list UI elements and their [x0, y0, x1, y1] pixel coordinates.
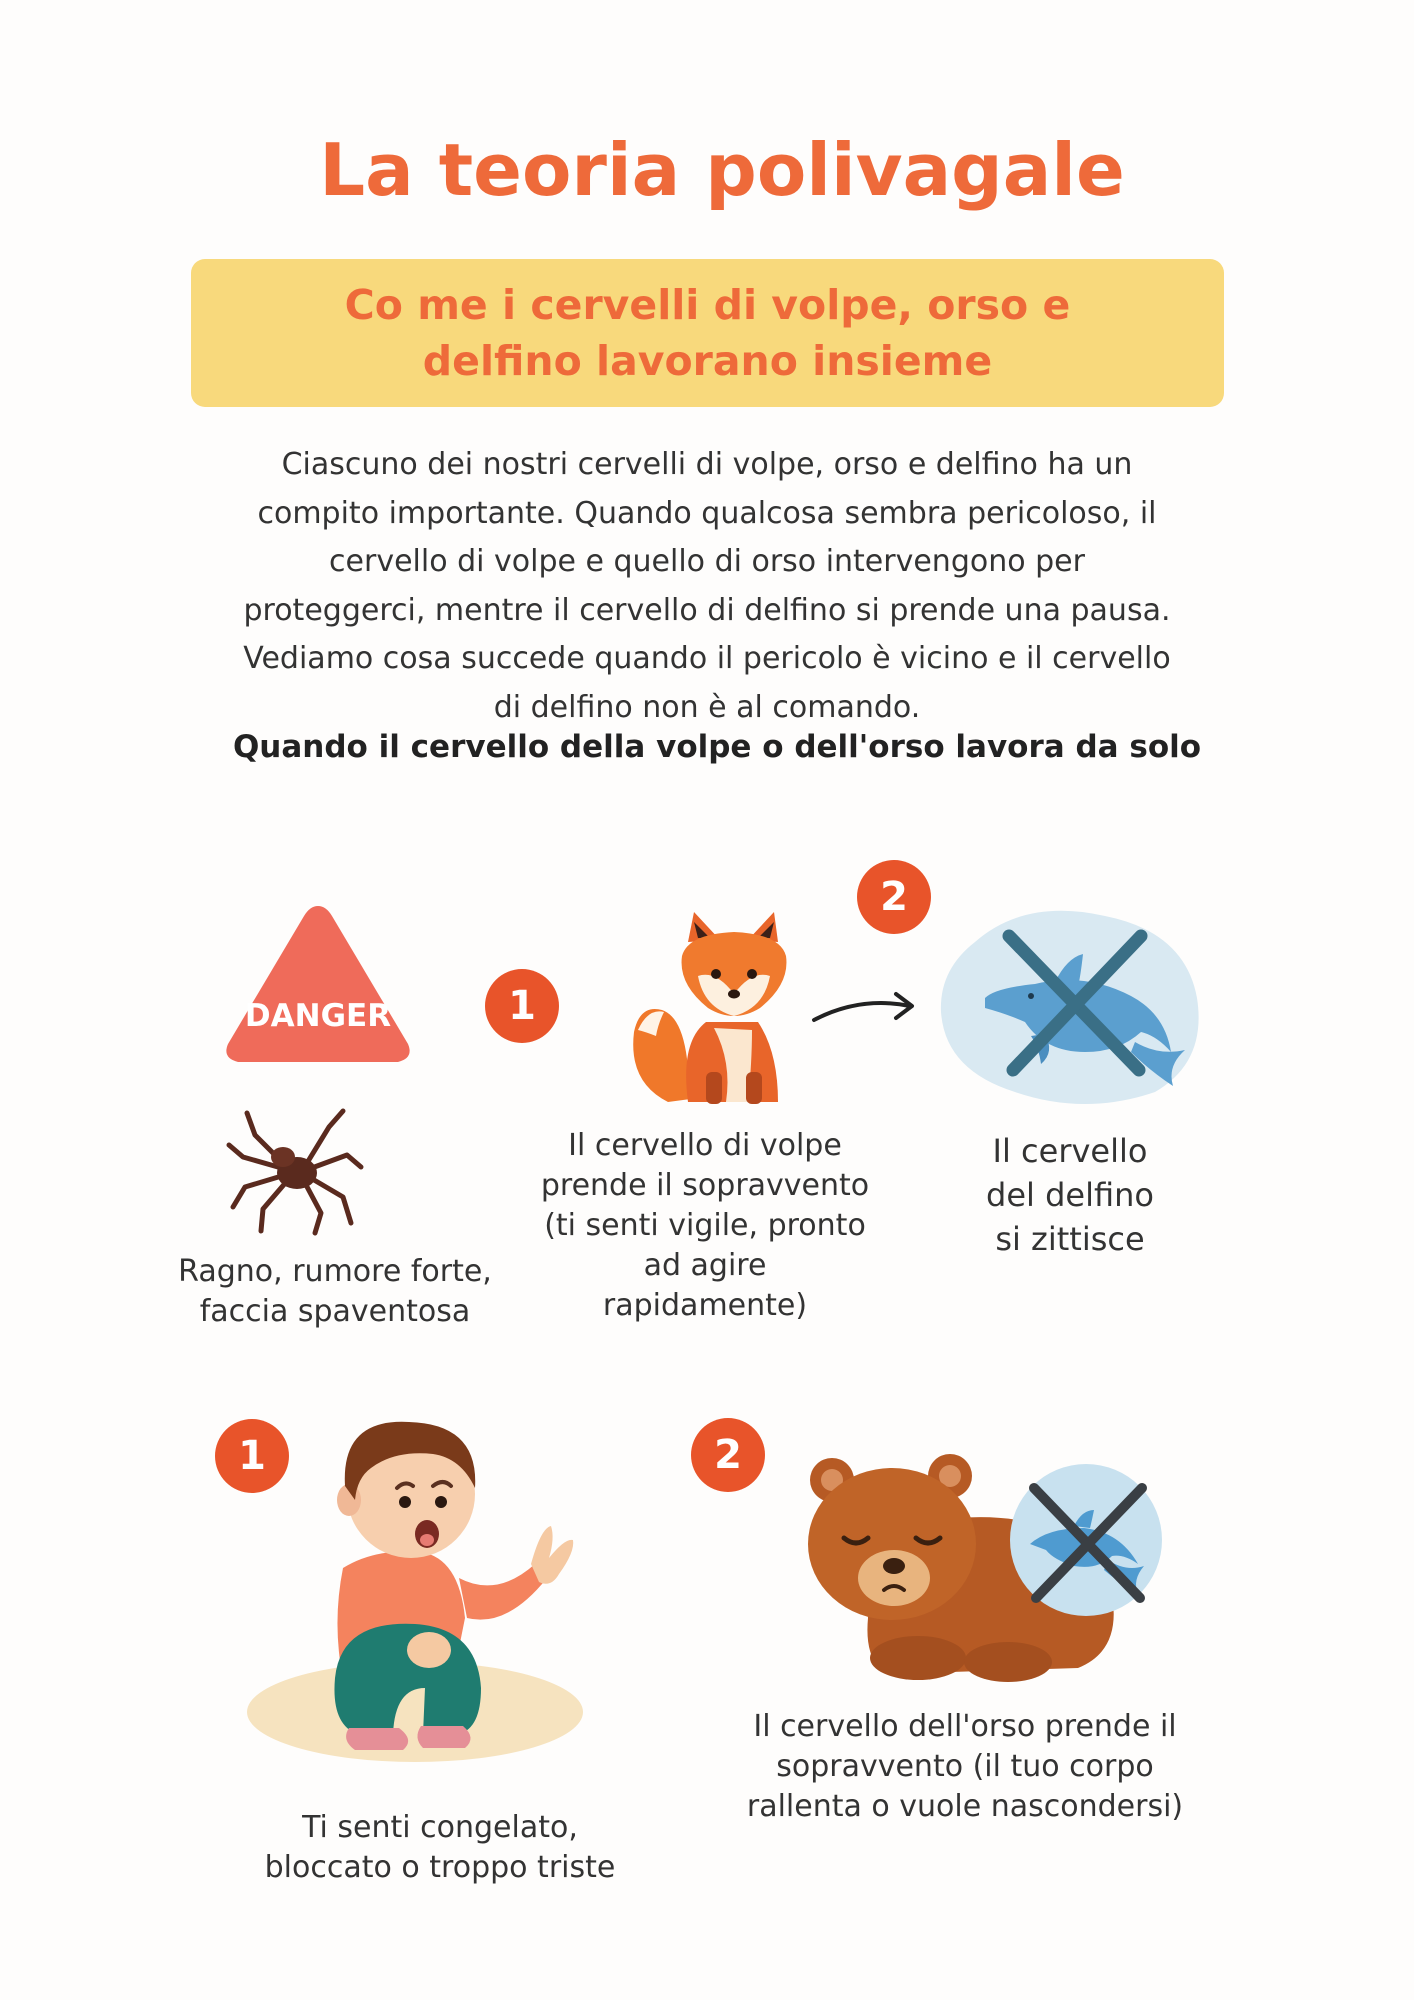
caption-line: rapidamente)	[602, 1288, 808, 1323]
caption-line: Ragno, rumore forte,	[178, 1254, 492, 1289]
bear-caption	[715, 1707, 1215, 1827]
banner-line-1: Co me i cervelli di volpe, orso e	[344, 281, 1071, 329]
caption-line: (ti senti vigile, pronto	[544, 1208, 866, 1243]
caption-line: Il cervello	[992, 1132, 1148, 1170]
danger-sign-label: DANGER	[244, 998, 392, 1034]
sleeping-bear-icon	[808, 1448, 1168, 1688]
dolphin-caption	[935, 1129, 1205, 1261]
step-badge-1: 1	[485, 969, 559, 1043]
caption-line: rallenta o vuole nascondersi)	[746, 1789, 1184, 1824]
caption-line: si zittisce	[995, 1220, 1145, 1258]
danger-sign-icon	[220, 898, 416, 1070]
intro-paragraph	[200, 441, 1214, 732]
arrow-right-icon	[810, 990, 920, 1030]
scared-child-icon	[245, 1388, 590, 1768]
danger-caption	[150, 1252, 520, 1332]
spider-icon	[225, 1105, 365, 1235]
caption-line: prende il sopravvento	[540, 1168, 870, 1203]
caption-line: ad agire	[643, 1248, 767, 1283]
fox-caption	[525, 1126, 885, 1326]
subtitle-banner	[191, 259, 1224, 407]
intro-line: proteggerci, mentre il cervello di delfino si prende una pausa.	[243, 592, 1171, 628]
caption-line: del delfino	[986, 1176, 1154, 1214]
caption-line: Il cervello di volpe	[568, 1128, 842, 1163]
dolphin-crossed-icon	[935, 902, 1205, 1112]
intro-line: cervello di volpe e quello di orso intervengono per	[329, 544, 1085, 579]
intro-line: Vediamo cosa succede quando il pericolo è vicino e il cervello	[243, 641, 1171, 676]
child-caption	[215, 1808, 665, 1888]
intro-line: di delfino non è al comando.	[493, 689, 921, 725]
caption-line: sopravvento (il tuo corpo	[776, 1749, 1154, 1784]
caption-line: Ti senti congelato,	[302, 1810, 578, 1845]
intro-line: Ciascuno dei nostri cervelli di volpe, orso e delfino ha un	[281, 447, 1133, 482]
fox-icon	[628, 912, 818, 1112]
caption-line: Il cervello dell'orso prende il	[753, 1709, 1177, 1744]
banner-line-2: delfino lavorano insieme	[422, 337, 993, 385]
step-badge-1: 1	[215, 1419, 289, 1493]
page-title: La teoria polivagale	[319, 128, 1125, 212]
banner-text	[258, 277, 1158, 389]
step-badge-2: 2	[691, 1418, 765, 1492]
section-heading: Quando il cervello della volpe o dell'orso lavora da solo	[232, 729, 1202, 765]
intro-line: compito importante. Quando qualcosa sembra pericoloso, il	[257, 495, 1157, 531]
step-badge-2: 2	[857, 860, 931, 934]
caption-line: faccia spaventosa	[199, 1294, 471, 1329]
caption-line: bloccato o troppo triste	[264, 1850, 616, 1885]
